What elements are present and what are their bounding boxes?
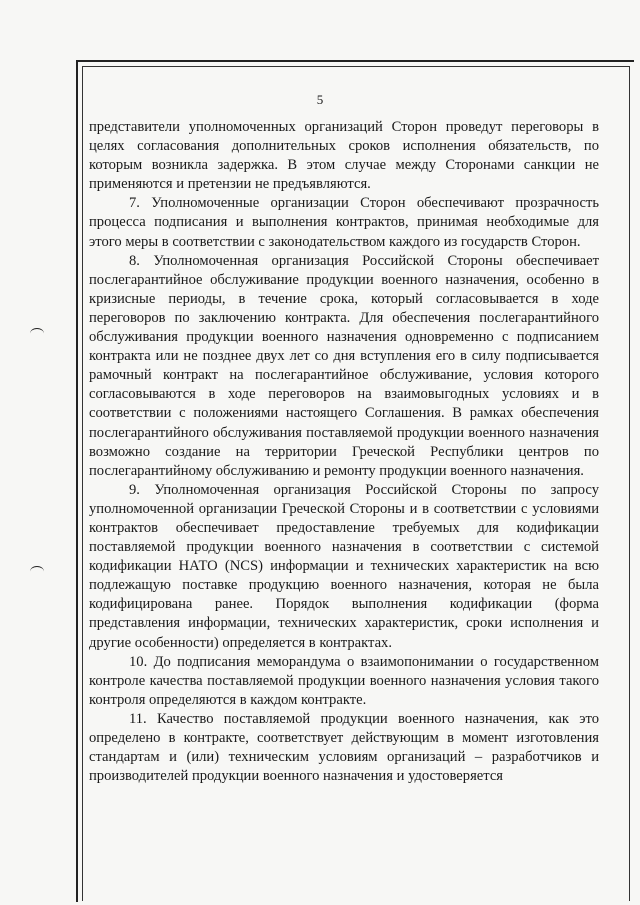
page-number: 5 <box>316 92 324 107</box>
paragraph-10: 10. До подписания меморандума о взаимопонимании о государственном контроле качества поставляемой продукции военного назначения условия такого контроля определяются в каждом контракте. <box>89 653 599 708</box>
margin-binding-mark <box>30 328 44 339</box>
paragraph-9: 9. Уполномоченная организация Российской Стороны по запросу уполномоченной организации Греческой Стороны и в соответствии с условиями контрактов обеспечивает предоставление требуемых для кодификации поставляемой продукции военного назначения в соответствии с системой кодификации НАТО (NCS) информации и технических характеристик на всю подлежащую поставке продукцию военного назначения, которая не была кодифицирована ранее. Порядок выполнения кодификации (форма представления информации, технических характеристик, сроки исполнения и другие особенности) определяется в контрактах. <box>89 481 599 651</box>
margin-binding-mark <box>30 566 44 577</box>
document-body <box>89 118 599 786</box>
paragraph-11: 11. Качество поставляемой продукции военного назначения, как это определено в контракте, соответствует действующим в момент изготовления стандартам и (или) техническим условиям организаций – разработчиков и производителей продукции военного назначения и удостоверяется <box>89 710 599 785</box>
paragraph-7: 7. Уполномоченные организации Сторон обеспечивают прозрачность процесса подписания и выполнения контрактов, принимая необходимые для этого меры в соответствии с законодательством каждого из государств Сторон. <box>89 195 599 250</box>
paragraph-8: 8. Уполномоченная организация Российской Стороны обеспечивает послегарантийное обслуживание продукции военного назначения, особенно в кризисные периоды, в течение срока, который согласовывается в ходе переговоров по заключению контракта. Для обеспечения послегарантийного обслуживания продукции военного назначения одновременно с подписанием контракта или не позднее двух лет со дня вступления его в силу подписывается рамочный контракт на послегарантийное обслуживание, условия которого согласовываются в ходе переговоров на взаимовыгодных условиях и в соответствии с положениями настоящего Соглашения. В рамках обеспечения послегарантийного обслуживания поставляемой продукции военного назначения возможно создание на территории Греческой Республики центров по послегарантийному обслуживанию и ремонту продукции военного назначения. <box>89 252 599 479</box>
paragraph-continuation: представители уполномоченных организаций Сторон проведут переговоры в целях согласования дополнительных сроков исполнения обязательств, по которым возникла задержка. В этом случае между Сторонами санкции не применяются и претензии не предъявляются. <box>89 119 599 193</box>
